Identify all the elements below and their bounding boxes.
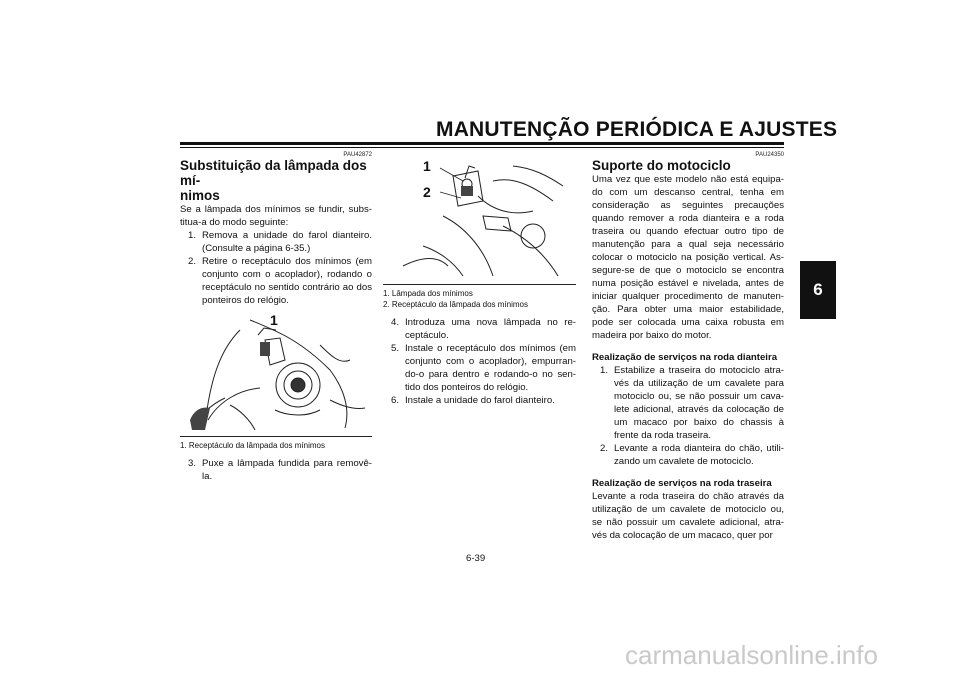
step-number: 1. xyxy=(188,230,197,241)
figure-caption: 2. Receptáculo da lâmpada dos mínimos xyxy=(383,300,528,309)
step-text: Levante a roda dianteira do chão, utili-zando um cavalete de motociclo. xyxy=(614,443,784,467)
section-code: PAU24350 xyxy=(755,152,784,158)
step-item xyxy=(383,316,576,342)
step-number: 6. xyxy=(391,395,400,406)
step-item xyxy=(180,229,372,255)
figure-callout-1: 1 xyxy=(423,158,431,174)
subheading-front-wheel: Realização de serviços na roda dianteira xyxy=(592,352,778,363)
caption-rule xyxy=(383,284,576,285)
section-heading-line1: Substituição da lâmpada dos mí- xyxy=(180,158,367,188)
intro-text: Se a lâmpada dos mínimos se fundir, subs-titua-a do modo seguinte: xyxy=(180,204,372,228)
rear-wheel-text: Levante a roda traseira do chão através da utilização de um cavalete de motociclo ou, se não possuir um cavalete adicional, atra-vés da colocação de um macaco, quer por xyxy=(592,491,784,541)
step-text: Remova a unidade do farol dianteiro. (Consulte a página 6-35.) xyxy=(202,230,372,254)
right-column xyxy=(592,152,784,542)
intro-text: Uma vez que este modelo não está equipa-do com um descanso central, tenha em consideração as seguintes precauções quando remover a roda dianteira e a roda traseira ou quando efectuar outro tipo de manutenção para a qual seja necessário colocar o motociclo na posição vertical. As-segure-se de que o motociclo se encontra numa posição estável e nivelada, antes de iniciar qualquer procedimento de manuten-ção. Para obter uma maior estabilidade, pode ser colocada uma caixa robusta em madeira por baixo do motor. xyxy=(592,174,784,341)
middle-column xyxy=(383,152,576,407)
step-item xyxy=(592,364,784,442)
chapter-tab: 6 xyxy=(800,261,836,319)
subheading-rear-wheel: Realização de serviços na roda traseira xyxy=(592,478,772,489)
step-number: 5. xyxy=(391,343,400,354)
figure-headlight xyxy=(180,310,372,434)
page-number: 6-39 xyxy=(466,553,486,564)
header-rule-thin xyxy=(180,147,784,148)
step-item xyxy=(383,342,576,394)
step-number: 3. xyxy=(188,458,197,469)
left-column xyxy=(180,152,372,483)
page-title: MANUTENÇÃO PERIÓDICA E AJUSTES xyxy=(436,118,838,141)
figure-bulb xyxy=(383,156,576,280)
step-number: 4. xyxy=(391,317,400,328)
section-code: PAU42872 xyxy=(343,152,372,158)
section-heading: Suporte do motociclo xyxy=(592,158,731,173)
headlight-illustration xyxy=(180,310,372,434)
step-text: Introduza uma nova lâmpada no re-ceptáculo. xyxy=(405,317,576,341)
figure-callout-2: 2 xyxy=(423,184,431,200)
step-text: Puxe a lâmpada fundida para removê-la. xyxy=(202,458,372,482)
header-rule xyxy=(180,142,784,145)
step-item xyxy=(592,442,784,468)
step-item xyxy=(180,255,372,307)
step-item xyxy=(180,457,372,483)
step-text: Instale a unidade do farol dianteiro. xyxy=(405,395,555,406)
step-number: 2. xyxy=(188,256,197,267)
bulb-illustration xyxy=(383,156,576,280)
watermark: carmanualsonline.info xyxy=(625,640,878,670)
caption-rule xyxy=(180,436,372,437)
step-item xyxy=(383,394,576,407)
step-text: Estabilize a traseira do motociclo atra-vés da utilização de um cavalete para motociclo ou, se não possuir um cava-lete adicional, através da colocação de um macaco por baixo do chassis à frente da roda traseira. xyxy=(614,365,784,441)
step-number: 2. xyxy=(600,443,609,454)
figure-callout-1: 1 xyxy=(270,312,278,328)
figure-caption: 1. Receptáculo da lâmpada dos mínimos xyxy=(180,441,325,450)
step-number: 1. xyxy=(600,365,609,376)
section-heading-line2: nimos xyxy=(180,188,220,203)
figure-caption: 1. Lâmpada dos mínimos xyxy=(383,289,473,298)
step-text: Retire o receptáculo dos mínimos (em conjunto com o acoplador), rodando o receptáculo no sentido contrário ao dos ponteiros do relógio. xyxy=(202,256,372,306)
step-text: Instale o receptáculo dos mínimos (em conjunto com o acoplador), empurran-do-o para dentro e rodando-o no sen-tido dos ponteiros do relógio. xyxy=(405,343,576,393)
